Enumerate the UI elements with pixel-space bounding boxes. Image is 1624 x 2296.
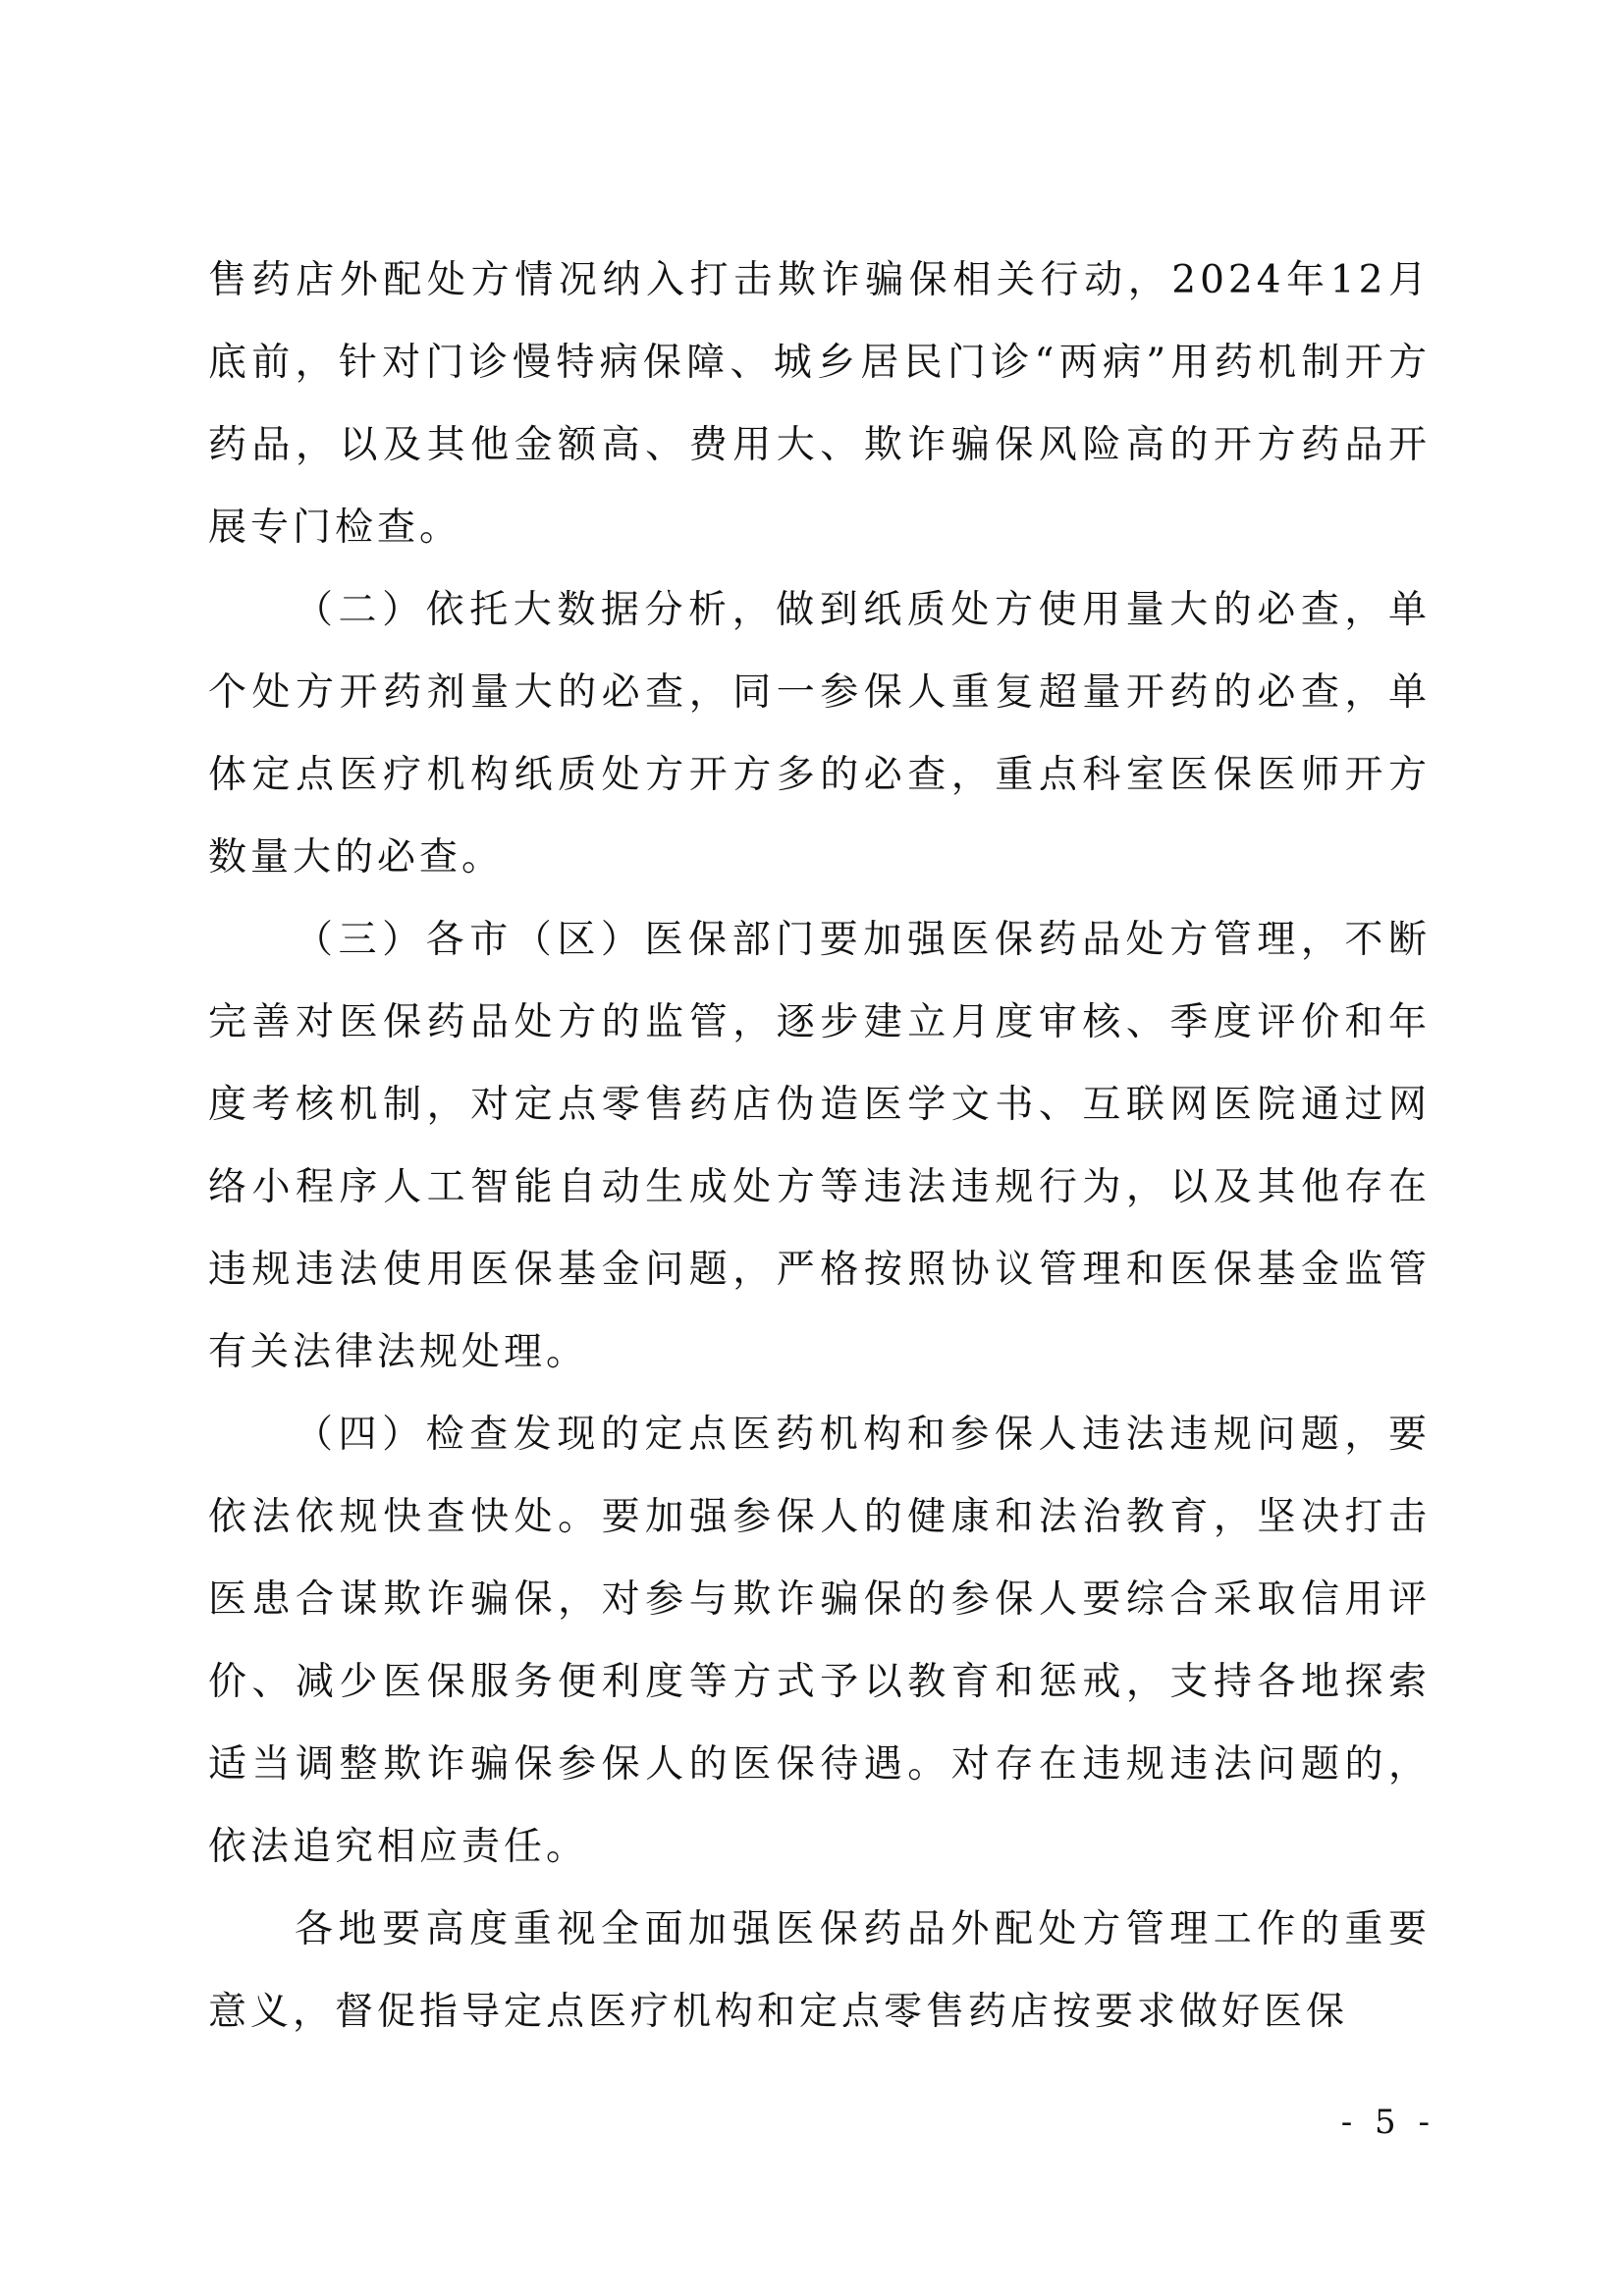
page-number: - 5 - bbox=[1340, 2103, 1435, 2142]
paragraph-closing: 各地要高度重视全面加强医保药品外配处方管理工作的重要意义，督促指导定点医疗机构和定点零售药店按要求做好医保 bbox=[208, 1907, 1431, 2034]
paragraph-item-3: （三）各市（区）医保部门要加强医保药品处方管理，不断完善对医保药品处方的监管，逐步建立月度审核、季度评价和年度考核机制，对定点零售药店伪造医学文书、互联网医院通过网络小程序人工智能自动生成处方等违法违规行为，以及其他存在违规违法使用医保基金问题，严格按照协议管理和医保基金监管有关法律法规处理。 bbox=[208, 918, 1431, 1374]
paragraph-item-4: （四）检查发现的定点医药机构和参保人违法违规问题，要依法依规快查快处。要加强参保人的健康和法治教育，坚决打击医患合谋欺诈骗保，对参与欺诈骗保的参保人要综合采取信用评价、减少医保服务便利度等方式予以教育和惩戒，支持各地探索适当调整欺诈骗保参保人的医保待遇。对存在违规违法问题的，依法追究相应责任。 bbox=[208, 1413, 1431, 1869]
document-body bbox=[208, 240, 1431, 2054]
paragraph-continued: 售药店外配处方情况纳入打击欺诈骗保相关行动，2024年12月底前，针对门诊慢特病保障、城乡居民门诊“两病”用药机制开方药品，以及其他金额高、费用大、欺诈骗保风险高的开方药品开展专门检查。 bbox=[208, 258, 1431, 550]
paragraph-item-2: （二）依托大数据分析，做到纸质处方使用量大的必查，单个处方开药剂量大的必查，同一参保人重复超量开药的必查，单体定点医疗机构纸质处方开方多的必查，重点科室医保医师开方数量大的必查。 bbox=[208, 588, 1431, 880]
